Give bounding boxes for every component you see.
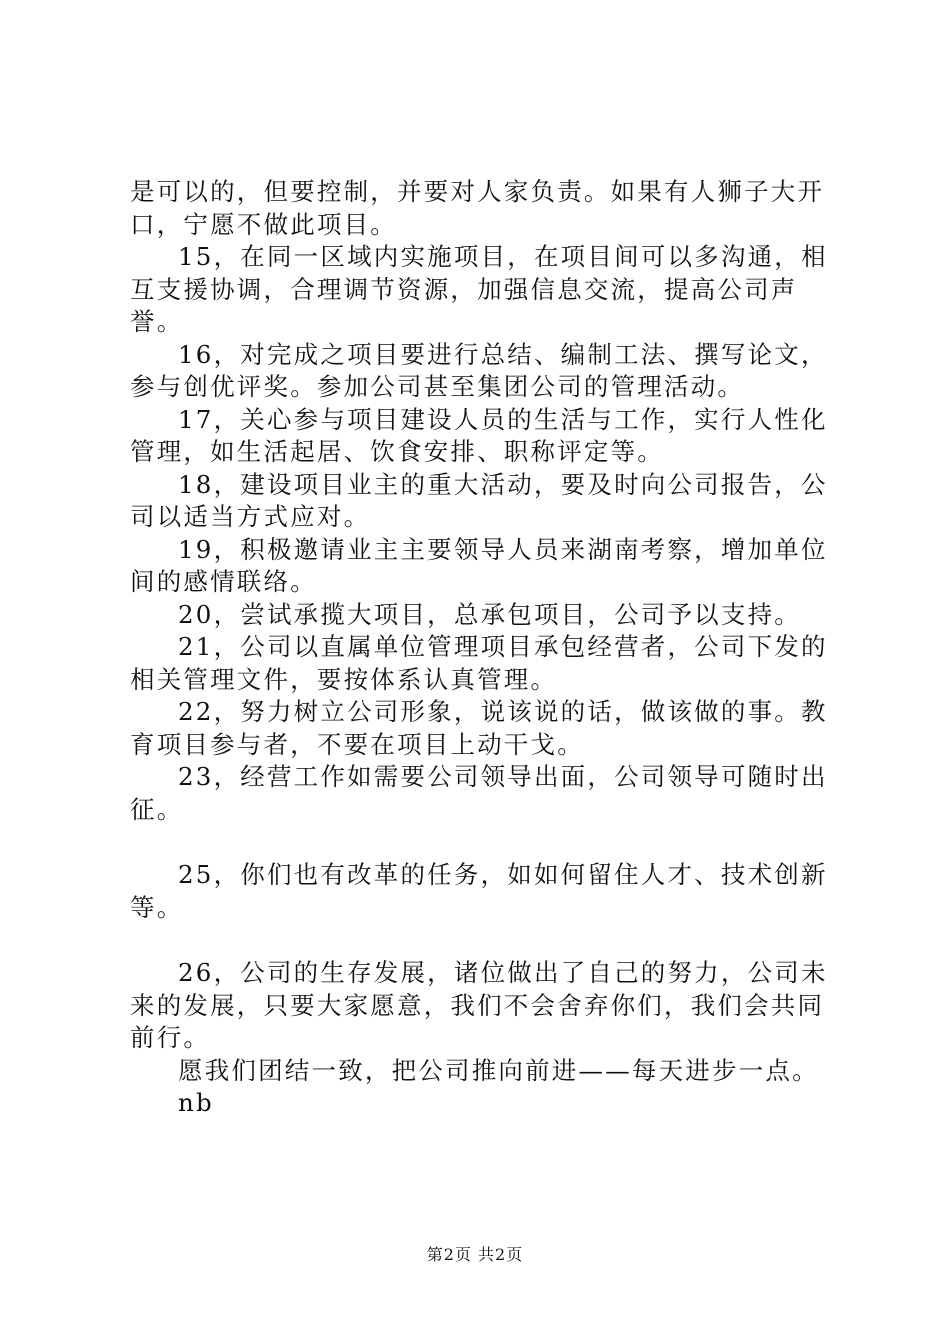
paragraph-item-20: 20，尝试承揽大项目，总承包项目，公司予以支持。	[178, 599, 801, 629]
paragraph-item-15: 15，在同一区域内实施项目，在项目间可以多沟通，相互支援协调，合理调节资源，加强信息交流，提高公司声誉。	[130, 242, 828, 336]
document-body	[130, 176, 850, 1120]
paragraph-item-18: 18，建设项目业主的重大活动，要及时向公司报告，公司以适当方式应对。	[130, 469, 828, 531]
paragraph-item-22: 22，努力树立公司形象，说该说的话，做该做的事。教育项目参与者，不要在项目上动干戈。	[130, 697, 828, 759]
paragraph-item-17: 17，关心参与项目建设人员的生活与工作，实行人性化管理，如生活起居、饮食安排、职称评定等。	[130, 404, 828, 466]
paragraph-continuation: 是可以的，但要控制，并要对人家负责。如果有人狮子大开口，宁愿不做此项目。	[130, 177, 825, 239]
paragraph-item-16: 16，对完成之项目要进行总结、编制工法、撰写论文，参与创优评奖。参加公司甚至集团公司的管理活动。	[130, 339, 828, 401]
closing-line: 愿我们团结一致，把公司推向前进——每天进步一点。	[178, 1055, 819, 1085]
paragraph-item-21: 21，公司以直属单位管理项目承包经营者，公司下发的相关管理文件，要按体系认真管理。	[130, 632, 828, 694]
paragraph-item-19: 19，积极邀请业主主要领导人员来湖南考察，增加单位间的感情联络。	[130, 534, 828, 596]
paragraph-item-25: 25，你们也有改革的任务，如如何留住人才、技术创新等。	[130, 860, 828, 922]
trailing-text: nb	[178, 1088, 214, 1117]
paragraph-item-26: 26，公司的生存发展，诸位做出了自己的努力，公司未来的发展，只要大家愿意，我们不会舍弃你们，我们会共同前行。	[130, 958, 828, 1052]
page-number-footer: 第2页 共2页	[426, 1245, 524, 1264]
paragraph-item-23: 23，经营工作如需要公司领导出面，公司领导可随时出征。	[130, 762, 828, 824]
